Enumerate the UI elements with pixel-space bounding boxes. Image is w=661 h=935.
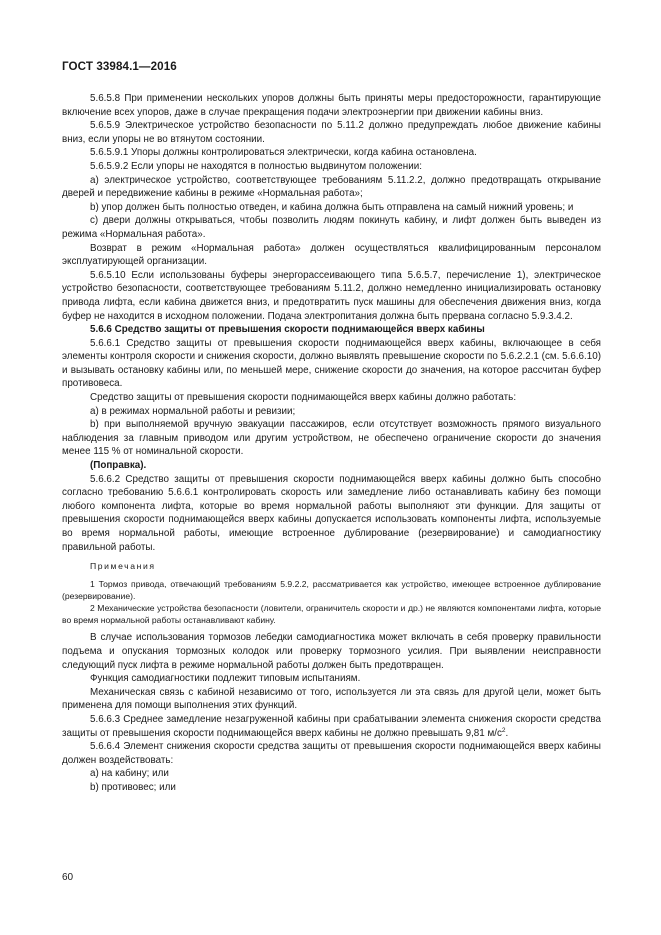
paragraph-text: (Поправка).	[90, 460, 147, 472]
paragraph-p5662	[62, 473, 601, 555]
paragraph-text: 5.6.6.4 Элемент снижения скорости средства защиты от превышения скорости поднимающейся вверх кабины должен воздействовать:	[62, 741, 601, 766]
paragraph-text: 5.6.5.8 При применении нескольких упоров должны быть приняты меры предосторожности, гарантирующие включение всех упоров, даже в случае прекращения подачи электроэнергии при движении кабины вниз.	[62, 93, 601, 118]
paragraph-text: 5.6.6.3 Среднее замедление незагруженной кабины при срабатывании элемента снижения скорости средства защиты от превышения скорости поднимающейся вверх кабины не должно превышать 9,81 м/с	[62, 713, 601, 739]
paragraph-text: Механическая связь с кабиной независимо от того, используется ли эта связь для другой цели, может быть применена для помощи выполнения этих функций.	[62, 686, 601, 712]
paragraph-p5663	[62, 713, 601, 740]
paragraph-p56592	[62, 160, 601, 174]
paragraph-h566	[62, 323, 601, 337]
paragraph-p5664a	[62, 767, 601, 781]
document-body	[62, 92, 601, 795]
paragraph-text: 5.6.6.1 Средство защиты от превышения скорости поднимающейся вверх кабины, включающее в себя элементы контроля скорости и снижения скорости, должно выявлять превышение скорости по 5.6.2.2.1 (см. 5.6.6.10) и вызывать остановку кабины или, по меньшей мере, снижение скорости до значения, на которое рассчитан буфер противовеса.	[62, 337, 601, 390]
paragraph-text: b) при выполняемой вручную эвакуации пассажиров, если отсутствует возможность прямого визуального наблюдения за главным приводом или другим устройством, не обеспечено ограничение скорости до значения менее 115 % от номинальной скорости.	[62, 419, 601, 458]
paragraph-text: 5.6.6 Средство защиты от превышения скорости поднимающейся вверх кабины	[90, 324, 485, 336]
paragraph-n2	[62, 603, 601, 627]
paragraph-text: 5.6.5.9 Электрическое устройство безопасности по 5.11.2 должно предупреждать любое движение кабины вниз, если упоры не во втянутом состоянии.	[62, 120, 601, 145]
main-paragraphs	[62, 92, 601, 554]
paragraph-tail: .	[505, 727, 509, 739]
paragraph-pReturn	[62, 242, 601, 269]
paragraph-pBrakes	[62, 631, 601, 672]
paragraph-text: a) электрическое устройство, соответствующее требованиям 5.11.2.2, должно предотвращать открывание дверей и передвижение кабины в режиме «Нормальная работа»;	[62, 174, 601, 200]
paragraph-text: 1 Тормоз привода, отвечающий требованиям 5.9.2.2, рассматривается как устройство, имеющее встроенное дублирование (резервирование).	[62, 578, 601, 601]
paragraph-text: c) двери должны открываться, чтобы позволить людям покинуть кабину, и лифт должен быть выведен из режима «Нормальная работа».	[62, 215, 601, 240]
paragraph-pWorkB	[62, 418, 601, 459]
paragraph-p5664b	[62, 781, 601, 795]
paragraph-p56592c	[62, 214, 601, 241]
paragraph-text: 2 Механические устройства безопасности (ловители, ограничитель скорости и др.) не являются компонентами лифта, которые во время нормальной работы останавливают кабину.	[62, 602, 601, 625]
notes-list	[62, 579, 601, 627]
main-paragraphs-continued	[62, 631, 601, 794]
paragraph-p5658	[62, 92, 601, 119]
paragraph-p5664	[62, 740, 601, 767]
paragraph-pSelfdiag	[62, 672, 601, 686]
paragraph-text: Возврат в режим «Нормальная работа» должен осуществляться квалифицированным персоналом эксплуатирующей организации.	[62, 242, 601, 268]
paragraph-text: Функция самодиагностики подлежит типовым испытаниям.	[90, 673, 361, 685]
paragraph-pAmend	[62, 459, 601, 473]
paragraph-text: b) упор должен быть полностью отведен, и кабина должна быть отправлена на самый нижний уровень; и	[90, 201, 574, 213]
paragraph-pMech	[62, 686, 601, 713]
page-number: 60	[62, 872, 74, 883]
superscript: 2	[501, 726, 506, 734]
paragraph-p5659	[62, 119, 601, 146]
paragraph-n1	[62, 579, 601, 603]
paragraph-text: 5.6.5.9.2 Если упоры не находятся в полностью выдвинутом положении:	[90, 160, 422, 172]
paragraph-pWork	[62, 391, 601, 405]
paragraph-text: 5.6.5.9.1 Упоры должны контролироваться электрически, когда кабина остановлена.	[90, 147, 477, 159]
paragraph-text: a) в режимах нормальной работы и ревизии;	[90, 405, 296, 417]
paragraph-p56591	[62, 146, 601, 160]
document-header: ГОСТ 33984.1—2016	[62, 60, 177, 73]
paragraph-text: b) противовес; или	[90, 781, 176, 793]
paragraph-text: Средство защиты от превышения скорости поднимающейся вверх кабины должно работать:	[90, 392, 517, 404]
paragraph-p56510	[62, 269, 601, 323]
paragraph-text: 5.6.5.10 Если использованы буферы энергорассеивающего типа 5.6.5.7, перечисление 1), электрическое устройство безопасности, соответствующее требованиям 5.11.2, должно немедленно инициализировать остановку привода лифта, если кабина движется вниз, и предотвратить пуск машины для обеспечения движения вниз, когда буфер не находится в исходном положении. Подача электропитания должна быть прервана согласно 5.9.3.4.2.	[62, 269, 601, 322]
paragraph-text: 5.6.6.2 Средство защиты от превышения скорости поднимающейся вверх кабины должно быть способно согласно требованию 5.6.6.1 контролировать скорость или замедление либо останавливать кабину без помощи любого компонента лифта, которые во время нормальной работы выполняют эти функции. Для защиты от превышения скорости поднимающейся вверх кабины допускается использовать компоненты лифта, используемые во время нормальной работы, имеющие встроенное дублирование (резервирование) и самодиагностику правильной работы.	[62, 473, 601, 553]
notes-title: Примечания	[90, 561, 156, 572]
paragraph-text: В случае использования тормозов лебедки самодиагностика может включать в себя проверку правильности подъема и опускания тормозных колодок или проверку тормозного усилия. При выявлении неисправности следующий пуск лифта в режиме нормальной работы должен быть предотвращен.	[62, 632, 601, 671]
paragraph-p56592a	[62, 174, 601, 201]
paragraph-pWorkA	[62, 405, 601, 419]
paragraph-text: a) на кабину; или	[90, 768, 169, 780]
paragraph-p56592b	[62, 201, 601, 215]
paragraph-p5661	[62, 337, 601, 391]
